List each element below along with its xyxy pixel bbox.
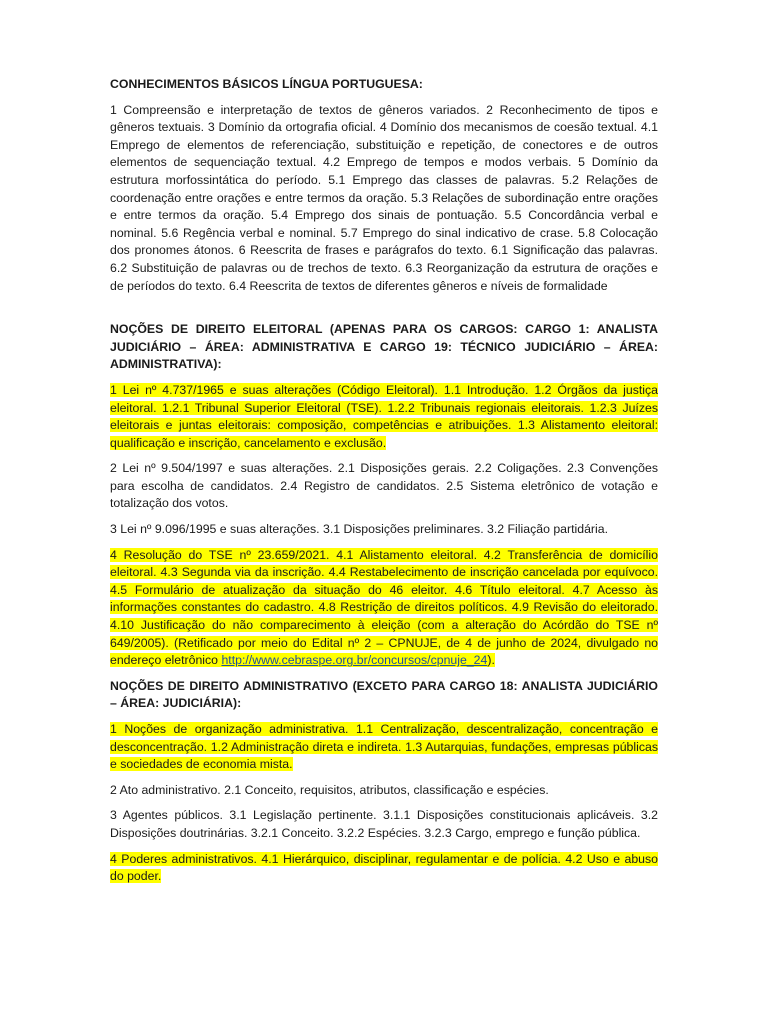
document-content bbox=[110, 76, 658, 894]
highlighted-text: 1 Lei nº 4.737/1965 e suas alterações (Código Eleitoral). 1.1 Introdução. 1.2 Órgãos da justiça eleitoral. 1.2.1 Tribunal Superior Eleitoral (TSE). 1.2.2 Tribunais regionais eleitorais. 1.2.3 Juízes eleitorais e juntas eleitorais: composição, competências e atribuições. 1.3 Alistamento eleitoral: qualificação e inscrição, cancelamento e exclusão. bbox=[110, 382, 658, 450]
administrative-item-1 bbox=[110, 721, 658, 774]
electoral-item-4-text: 4 Resolução do TSE nº 23.659/2021. 4.1 Alistamento eleitoral. 4.2 Transferência de domicílio eleitoral. 4.3 Segunda via da inscrição. 4.4 Restabelecimento de inscrição cancelada por equívoco. 4.5 Formulário de atualização da situação do 46 eleitor. 4.6 Título eleitoral. 4.7 Acesso às informações constantes do cadastro. 4.8 Restrição de direitos políticos. 4.9 Revisão do eleitorado. 4.10 Justificação do não comparecimento à eleição (com a alteração do Acórdão do TSE nº 649/2005). (Retificado por meio do Edital nº 2 – CPNUJE, de 4 de junho de 2024, divulgado no endereço eletrônico bbox=[110, 547, 658, 668]
electoral-item-2: 2 Lei nº 9.504/1997 e suas alterações. 2.1 Disposições gerais. 2.2 Coligações. 2.3 Convenções para escolha de candidatos. 2.4 Registro de candidatos. 2.5 Sistema eletrônico de votação e totalização dos votos. bbox=[110, 461, 658, 511]
administrative-item-4 bbox=[110, 851, 658, 886]
electoral-item-1 bbox=[110, 382, 658, 452]
highlighted-text: 1 Noções de organização administrativa. 1.1 Centralização, descentralização, concentração e desconcentração. 1.2 Administração direta e indireta. 1.3 Autarquias, fundações, empresas públicas e sociedades de economia mista. bbox=[110, 722, 658, 772]
administrative-heading: NOÇÕES DE DIREITO ADMINISTRATIVO (EXCETO PARA CARGO 18: ANALISTA JUDICIÁRIO – ÁREA: JUDICIÁRIA): bbox=[110, 678, 658, 711]
electoral-heading: NOÇÕES DE DIREITO ELEITORAL (APENAS PARA OS CARGOS: CARGO 1: ANALISTA JUDICIÁRIO – ÁREA: ADMINISTRATIVA E CARGO 19: TÉCNICO JUDICIÁRIO – ÁREA: ADMINISTRATIVA): bbox=[110, 322, 658, 372]
electoral-item-4-end: ). bbox=[487, 653, 495, 668]
highlighted-text bbox=[110, 548, 658, 668]
portuguese-body: 1 Compreensão e interpretação de textos de gêneros variados. 2 Reconhecimento de tipos e gêneros textuais. 3 Domínio da ortografia oficial. 4 Domínio dos mecanismos de coesão textual. 4.1 Emprego de elementos de referenciação, substituição e repetição, de conectores e de outros elementos de sequenciação textual. 4.2 Emprego de tempos e modos verbais. 5 Domínio da estrutura morfossintática do período. 5.1 Emprego das classes de palavras. 5.2 Relações de coordenação entre orações e entre termos da oração. 5.3 Relações de subordinação entre orações e entre termos da oração. 5.4 Emprego dos sinais de pontuação. 5.5 Concordância verbal e nominal. 5.6 Regência verbal e nominal. 5.7 Emprego do sinal indicativo de crase. 5.8 Colocação dos pronomes átonos. 6 Reescrita de frases e parágrafos do texto. 6.1 Significação das palavras. 6.2 Substituição de palavras ou de trechos de texto. 6.3 Reorganização da estrutura de orações e de períodos do texto. 6.4 Reescrita de textos de diferentes gêneros e níveis de formalidade bbox=[110, 102, 658, 293]
cebraspe-link[interactable]: http://www.cebraspe.org.br/concursos/cpnuje_24 bbox=[221, 653, 488, 668]
portuguese-heading: CONHECIMENTOS BÁSICOS LÍNGUA PORTUGUESA: bbox=[110, 77, 423, 91]
electoral-item-4 bbox=[110, 547, 658, 670]
electoral-item-3: 3 Lei nº 9.096/1995 e suas alterações. 3.1 Disposições preliminares. 3.2 Filiação partidária. bbox=[110, 522, 609, 537]
administrative-item-2: 2 Ato administrativo. 2.1 Conceito, requisitos, atributos, classificação e espécies. bbox=[110, 782, 549, 797]
administrative-item-3: 3 Agentes públicos. 3.1 Legislação pertinente. 3.1.1 Disposições constitucionais aplicáveis. 3.2 Disposições doutrinárias. 3.2.1 Conceito. 3.2.2 Espécies. 3.2.3 Cargo, emprego e função pública. bbox=[110, 808, 658, 840]
highlighted-text: 4 Poderes administrativos. 4.1 Hierárquico, disciplinar, regulamentar e de polícia. 4.2 Uso e abuso do poder. bbox=[110, 851, 658, 884]
